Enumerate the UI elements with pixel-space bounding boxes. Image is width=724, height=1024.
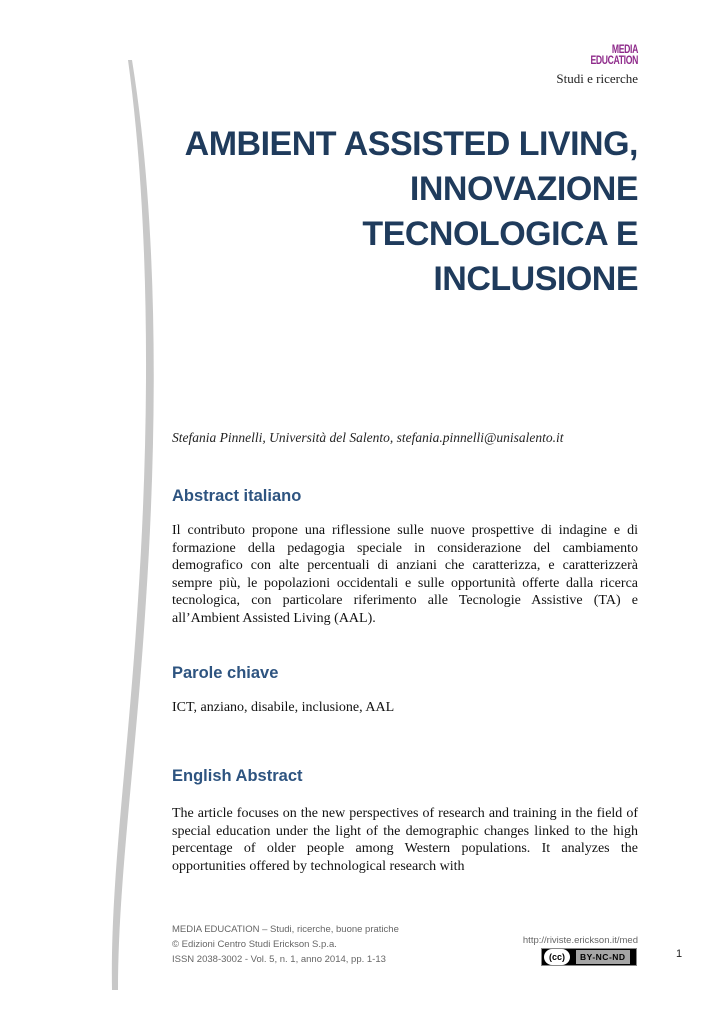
abstract-english-heading: English Abstract bbox=[172, 767, 303, 785]
journal-url-link[interactable]: http://riviste.erickson.it/med bbox=[522, 935, 638, 946]
cc-icon: (cc) bbox=[544, 949, 570, 965]
abstract-italian-heading: Abstract italiano bbox=[172, 487, 302, 505]
title-line: TECNOLOGICA E bbox=[362, 215, 638, 253]
footer-publisher: © Edizioni Centro Studi Erickson S.p.a. bbox=[172, 939, 337, 950]
cc-license-badge[interactable] bbox=[541, 948, 637, 966]
title-line: INCLUSIONE bbox=[433, 260, 638, 298]
abstract-english-text: The article focuses on the new perspectives of research and training in the field of special education under the light of the demographic changes linked to the high percentage of older people among Western populations. It analyzes the opportunities offered by technological research with bbox=[172, 806, 638, 874]
footer-issn: ISSN 2038-3002 - Vol. 5, n. 1, anno 2014, pp. 1-13 bbox=[172, 954, 386, 965]
section-label: Studi e ricerche bbox=[556, 71, 638, 86]
title-line: INNOVAZIONE bbox=[409, 170, 638, 208]
footer-journal: MEDIA EDUCATION – Studi, ricerche, buone pratiche bbox=[172, 924, 399, 935]
abstract-italian-text: Il contributo propone una riflessione sulle nuove prospettive di indagine e di formazione della pedagogia speciale in considerazione del cambiamento demografico con alte percentuali di anziani che caratterizza, e caratterizzerà sempre più, le popolazioni occidentali e sulle opportunità offerte dalla ricerca tecnologica, con particolare riferimento alle Tecnologie Assistive (TA) e all’Ambient Assisted Living (AAL). bbox=[172, 523, 638, 626]
keywords-text: ICT, anziano, disabile, inclusione, AAL bbox=[172, 700, 395, 715]
page-number: 1 bbox=[676, 948, 683, 960]
author-line: Stefania Pinnelli, Università del Salento, stefania.pinnelli@unisalento.it bbox=[172, 430, 564, 445]
keywords-heading: Parole chiave bbox=[172, 664, 279, 682]
license-label: BY-NC-ND bbox=[576, 950, 630, 964]
footer-info bbox=[172, 922, 399, 967]
title-line: AMBIENT ASSISTED LIVING, bbox=[184, 125, 638, 163]
journal-logo: MEDIA EDUCATION bbox=[590, 42, 638, 67]
article-title bbox=[118, 122, 638, 302]
